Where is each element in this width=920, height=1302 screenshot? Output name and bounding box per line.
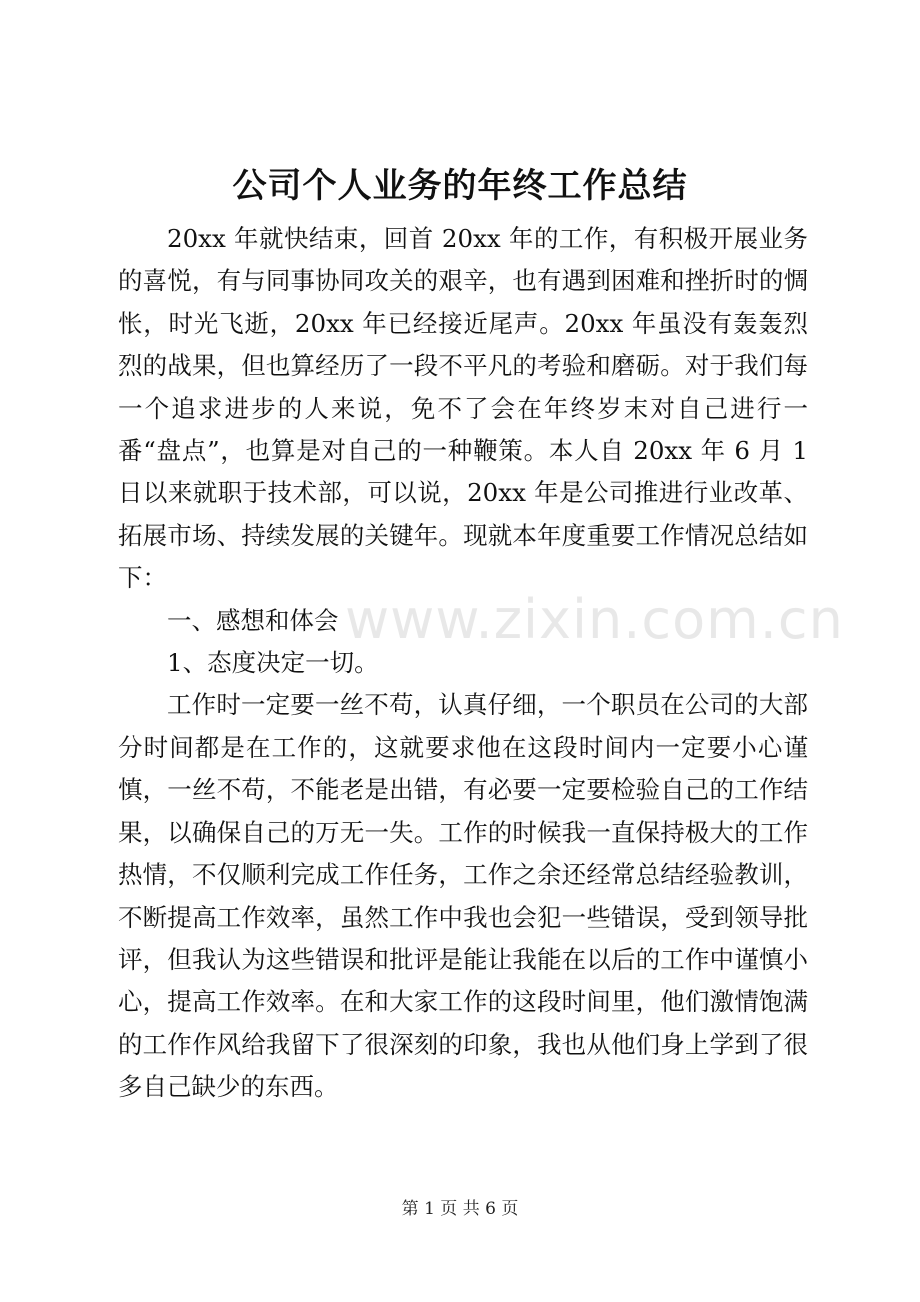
- section-heading: 一、感想和体会: [167, 605, 339, 635]
- paragraph-intro: 20xx 年就快结束，回首 20xx 年的工作，有积极开展业务的喜悦，有与同事协同攻关的艰辛，也有遇到困难和挫折时的惆怅，时光飞逝，20xx 年已经接近尾声。20xx 年虽没有轰轰烈烈的战果，但也算经历了一段不平凡的考验和磨砺。对于我们每一个追求进步的人来说，免不了会在年终岁末对自己进行一番“盘点”，也算是对自己的一种鞭策。本人自 20xx 年 6 月 1 日以来就职于技术部，可以说，20xx 年是公司推进行业改革、拓展市场、持续发展的关键年。现就本年度重要工作情况总结如下：: [118, 224, 808, 593]
- paragraph-attitude: 工作时一定要一丝不苟，认真仔细，一个职员在公司的大部分时间都是在工作的，这就要求他在这段时间内一定要小心谨慎，一丝不苟，不能老是出错，有必要一定要检验自己的工作结果，以确保自己的万无一失。工作的时候我一直保持极大的工作热情，不仅顺利完成工作任务，工作之余还经常总结经验教训，不断提高工作效率，虽然工作中我也会犯一些错误，受到领导批评，但我认为这些错误和批评是能让我能在以后的工作中谨慎小心，提高工作效率。在和大家工作的这段时间里，他们激情饱满的工作作风给我留下了很深刻的印象，我也从他们身上学到了很多自己缺少的东西。: [118, 690, 808, 1102]
- watermark: www.zixin.com.cn: [345, 588, 844, 651]
- subsection-heading: 1、态度决定一切。: [167, 648, 379, 678]
- document-body: [118, 218, 808, 1109]
- document-title: 公司个人业务的年终工作总结: [232, 166, 688, 206]
- page-footer: 第 1 页 共 6 页: [401, 1199, 519, 1219]
